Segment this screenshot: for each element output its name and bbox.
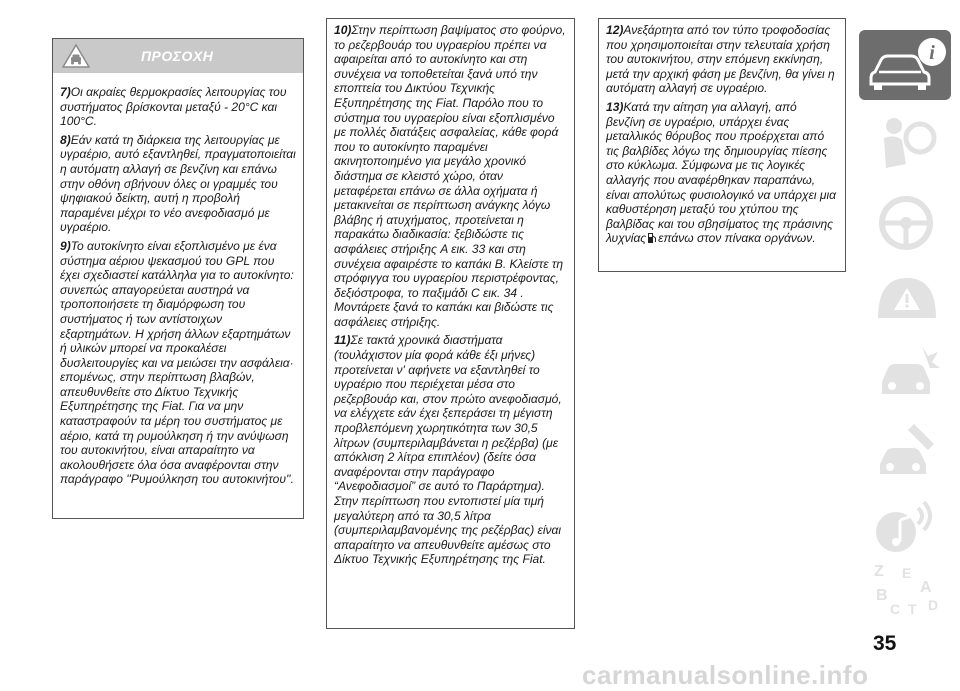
svg-text:i: i bbox=[929, 42, 935, 64]
note-number: 12) bbox=[606, 23, 624, 37]
note-11 bbox=[334, 333, 568, 567]
note-12 bbox=[606, 23, 839, 96]
car-crash-icon[interactable] bbox=[872, 338, 942, 408]
notes-column-2 bbox=[327, 19, 574, 567]
svg-text:Z: Z bbox=[874, 563, 884, 580]
note-text: Εάν κατά τη διάρκεια της λειτουργίας με υγραέριο, αυτό εξαντληθεί, πραγματοποιείται η αυτόματη αλλαγή σε βενζίνη και επάνω στην οθόνη σβήνουν όλες οι γραμμές του ψηφιακού δείκτη, αυτή η προβολή παραμένει μέχρι το νέο ανεφοδιασμό με υγραέριο. bbox=[60, 132, 296, 235]
notes-column-1 bbox=[53, 73, 303, 487]
svg-text:C: C bbox=[890, 601, 901, 617]
note-text-after: επάνω στον πίνακα οργάνων. bbox=[658, 231, 816, 246]
note-7 bbox=[60, 85, 297, 129]
note-13 bbox=[606, 100, 839, 246]
note-number: 13) bbox=[606, 99, 624, 114]
note-text: Ανεξάρτητα από τον τύπο τροφοδοσίας που χρησιμοποιείται στην τελευταία χρήση του αυτοκινήτου, στην επόμενη εκκίνηση, μετά την αρχική φάση με βενζίνη, θα γίνει η αυτόματη αλλαγή σε υγραέριο. bbox=[606, 23, 835, 96]
note-number: 8) bbox=[60, 132, 71, 147]
svg-text:A: A bbox=[920, 579, 932, 596]
note-number: 9) bbox=[60, 238, 71, 253]
steering-wheel-icon[interactable] bbox=[872, 190, 942, 256]
note-text: Οι ακραίες θερμοκρασίες λειτουργίας του συστήματος βρίσκονται μεταξύ - 20°C και 100°C. bbox=[60, 85, 287, 129]
note-8 bbox=[60, 133, 297, 235]
note-number: 11) bbox=[334, 333, 351, 348]
page-number: 35 bbox=[873, 632, 897, 655]
note-text: Στην περίπτωση βαψίματος στο φούρνο, το ρεζερβουάρ του υγραερίου πρέπει να αφαιρείται από το αυτοκίνητο και στη συνέχεια να τοποθετείται ξανά υπό την εποπτεία του Δικτύου Τεχνικής Εξυπηρέτησης της Fiat. Παρόλο που το σύστημα του υγραερίου είναι εξοπλισμένο με πολλές διατάξεις ασφαλείας, κάθε φορά που το αυτοκίνητο παραμένει ακινητοποιημένο για μεγάλο χρονικό διάστημα σε κλειστό χώρο, όταν μεταφέρεται επάνω σε άλλα οχήματα ή μετακινείται σε περίπτωση ανάγκης λόγω βλάβης ή ατυχήματος, προτείνεται η παρακάτω διαδικασία: ξεβιδώστε τις ασφάλειες στήριξης A εικ. 33 και στη συνέχεια αφαιρέστε το καπάκι B. Κλείστε τη στρόφιγγα του υγραερίου περιστρέφοντας, δεξιόστροφα, το παξιμάδι C εικ. 34 . Μοντάρετε ξανά το καπάκι και βιδώστε τις ασφάλειες στήριξης. bbox=[334, 23, 566, 329]
watermark: carmanualsonline.info bbox=[582, 660, 869, 690]
notes-box-3 bbox=[598, 18, 846, 272]
note-text: Το αυτοκίνητο είναι εξοπλισμένο με ένα σύστημα αέριου ψεκασμού του GPL που έχει σχεδιαστεί κατάλληλα για το αυτοκίνητο: συνεπώς απαγορεύεται αυστηρά να τροποποιήσετε τη διαμόρφωση του συστήματος ή των αντίστοιχων εξαρτημάτων. Η χρήση άλλων εξαρτημάτων ή υλικών μπορεί να προκαλέσει δυσλειτουργίες και να μειώσει την ασφάλεια· επομένως, στην περίπτωση βλαβών, απευθυνθείτε στο Δίκτυο Τεχνικής Εξυπηρέτησης της Fiat. Για να μην καταστραφούν τα μέρη του συστήματος με αέριο, κατά τη ρυμούλκηση ή την ανύψωση του αυτοκινήτου, είναι απαραίτητο να ακολουθήσετε όλα όσα αναφέρονται στην παράγραφο ''Ρυμούλκηση του αυτοκινήτου''. bbox=[60, 238, 294, 487]
svg-text:E: E bbox=[902, 565, 912, 581]
note-9 bbox=[60, 239, 297, 487]
alphabet-index-icon[interactable] bbox=[872, 562, 942, 618]
car-info-icon[interactable] bbox=[859, 30, 951, 100]
warning-title: ΠΡΟΣΟΧΗ bbox=[141, 48, 214, 64]
notes-column-3 bbox=[599, 19, 845, 246]
airbag-person-icon[interactable] bbox=[872, 112, 942, 178]
note-number: 7) bbox=[60, 85, 71, 99]
wrench-car-icon[interactable] bbox=[872, 418, 942, 488]
dashboard-warning-icon[interactable] bbox=[872, 268, 942, 328]
note-text: Κατά την αίτηση για αλλαγή, από βενζίνη σε υγραέριο, υπάρχει ένας μεταλλικός θόρυβος που προέρχεται από τις βαλβίδες λόγω της δημιουργίας πίεσης στο κύκλωμα. Σύμφωνα με τις λογικές αλλαγής που αναφέρθηκαν παραπάνω, είναι απολύτως φυσιολογικό να υπάρχει μια καθυστέρηση μεταξύ του χτύπου της βαλβίδας και του σβησίματος της πράσινης λυχνίας bbox=[606, 99, 837, 246]
svg-text:B: B bbox=[876, 587, 888, 604]
warning-box bbox=[52, 38, 304, 519]
warning-triangle-car-icon bbox=[62, 44, 90, 68]
svg-text:T: T bbox=[908, 601, 917, 617]
warning-header bbox=[53, 39, 303, 73]
note-text: Σε τακτά χρονικά διαστήματα (τουλάχιστον μία φορά κάθε έξι μήνες) προτείνεται ν' αφήνετε να εξαντληθεί το υγραέριο που περιέχεται μέσα στο ρεζερβουάρ και, στον πρώτο ανεφοδιασμό, να ελέγχετε εάν έχει ξεπεράσει τη μέγιστη προβλεπόμενη χωρητικότητα των 30,5 λίτρων (συμπεριλαμβάνεται η ρεζέρβα) (με απόκλιση 2 λίτρα επιπλέον) (δείτε όσα αναφέρονται στην παράγραφο “Ανεφοδιασμοί” σε αυτό το Παράρτημα). Στην περίπτωση που εντοπιστεί μία τιμή μεγαλύτερη από τα 30,5 λίτρα (συμπεριλαμβανομένης της ρεζέρβας) είναι απαραίτητο να απευθυνθείτε αμέσως στο Δίκτυο Τεχνικής Εξυπηρέτησης της Fiat. bbox=[334, 333, 562, 567]
gas-pump-icon bbox=[647, 231, 657, 244]
note-10 bbox=[334, 23, 568, 329]
svg-text:D: D bbox=[928, 597, 939, 613]
notes-box-2 bbox=[326, 18, 575, 629]
multimedia-icon[interactable] bbox=[872, 492, 942, 562]
note-number: 10) bbox=[334, 23, 352, 37]
